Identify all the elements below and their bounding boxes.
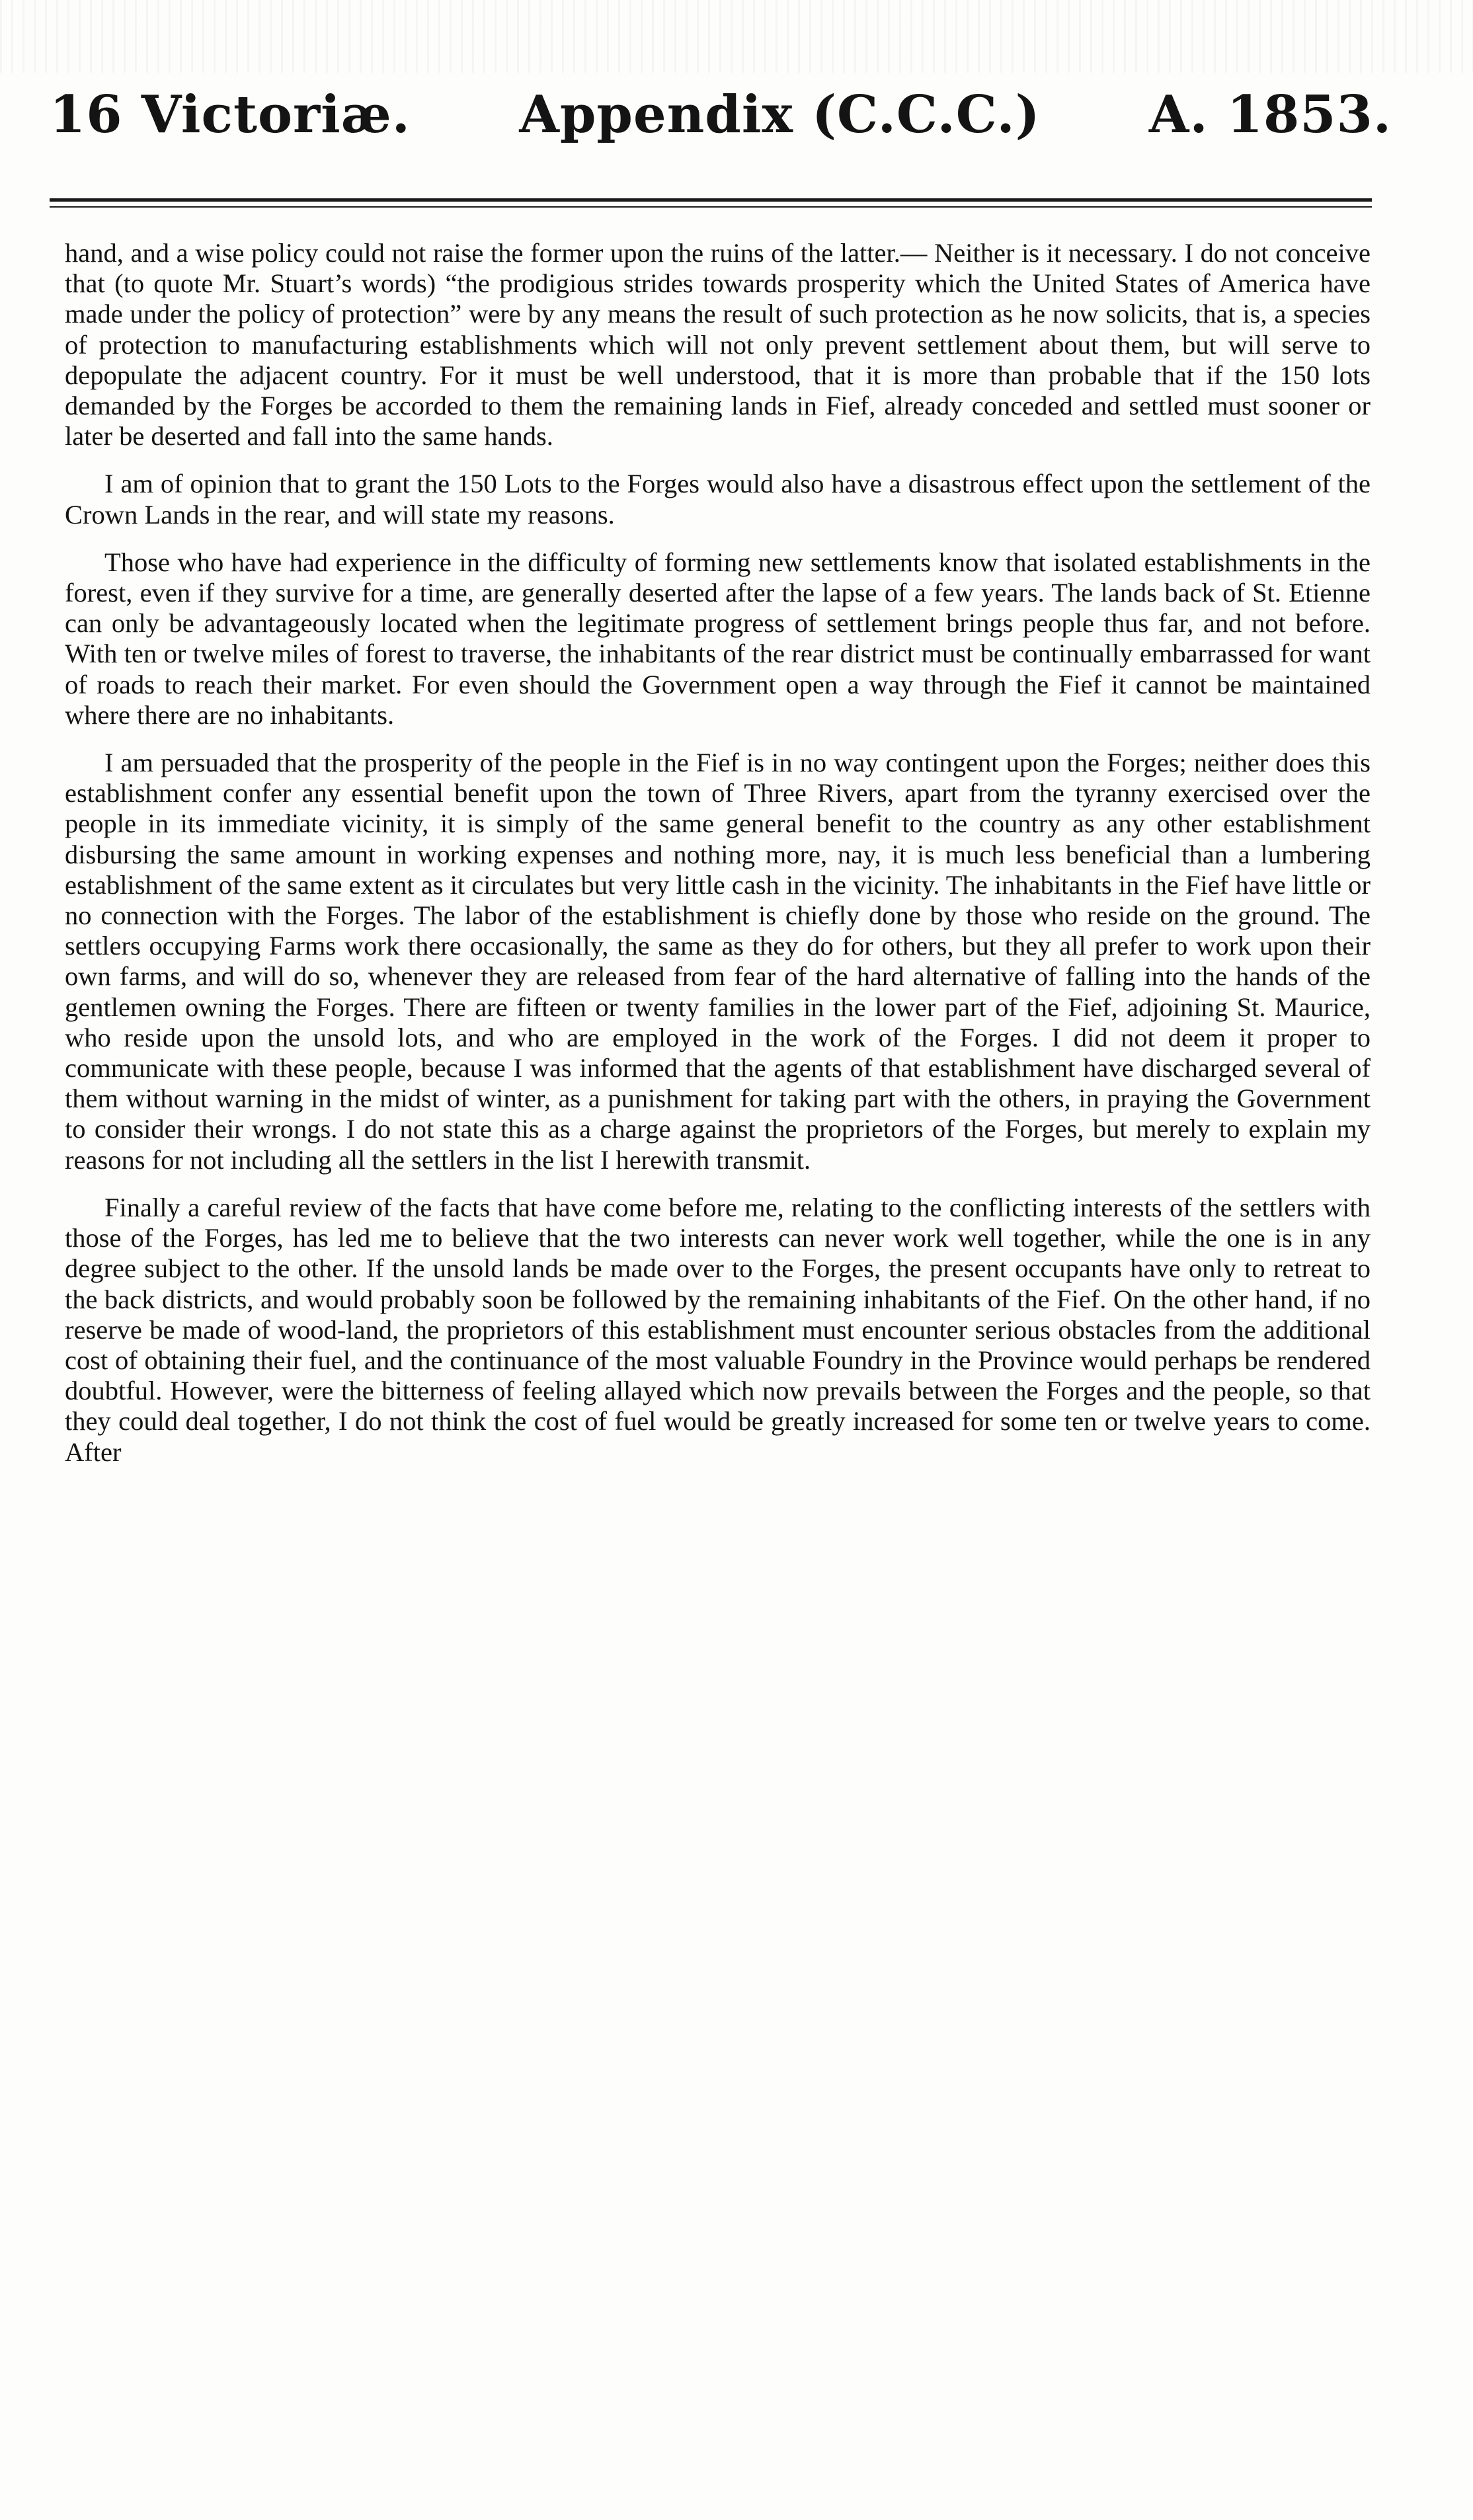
header-session: 16 Victoriæ. xyxy=(50,85,411,145)
paragraph: I am of opinion that to grant the 150 Lots to the Forges would also have a disastrous effect upon the settlement of the Crown Lands in the rear, and will state my reasons. xyxy=(65,469,1371,530)
header-year: A. 1853. xyxy=(1148,85,1392,145)
header-appendix: Appendix (C.C.C.) xyxy=(519,85,1041,145)
body-text xyxy=(65,238,1371,1468)
paragraph: Finally a careful review of the facts that have come before me, relating to the conflicting interests of the settlers with those of the Forges, has led me to believe that the two interests can never work well together, while the one is in any degree subject to the other. If the unsold lands be made over to the Forges, the present occupants have only to retreat to the back districts, and would probably soon be followed by the remaining inhabitants of the Fief. On the other hand, if no reserve be made of wood-land, the proprietors of this establishment must encounter serious obstacles from the additional cost of obtaining their fuel, and the continuance of the most valuable Foundry in the Province would perhaps be rendered doubtful. However, were the bitterness of feeling allayed which now prevails between the Forges and the people, so that they could deal together, I do not think the cost of fuel would be greatly increased for some ten or twelve years to come. After xyxy=(65,1192,1371,1467)
running-header xyxy=(50,85,1392,157)
scan-noise xyxy=(0,0,1473,73)
paragraph: hand, and a wise policy could not raise the former upon the ruins of the latter.— Neither is it necessary. I do not conceive that (to quote Mr. Stuart’s words) “the prodigious strides towards prosperity which the United States of America have made under the policy of protection” were by any means the result of such protection as he now solicits, that is, a species of protection to manufacturing establishments which will not only prevent settlement about them, but will serve to depopulate the adjacent country. For it must be well understood, that it is more than probable that if the 150 lots demanded by the Forges be accorded to them the remaining lands in Fief, already conceded and settled must sooner or later be deserted and fall into the same hands. xyxy=(65,238,1371,452)
header-rule-thin xyxy=(50,206,1372,208)
paragraph: Those who have had experience in the difficulty of forming new settlements know that isolated establishments in the forest, even if they survive for a time, are generally deserted after the lapse of a few years. The lands back of St. Etienne can only be advantageously located when the legitimate progress of settlement brings people thus far, and not before. With ten or twelve miles of forest to traverse, the inhabitants of the rear district must be continually embarrassed for want of roads to reach their market. For even should the Government open a way through the Fief it cannot be maintained where there are no inhabitants. xyxy=(65,547,1371,730)
paragraph: I am persuaded that the prosperity of the people in the Fief is in no way contingent upon the Forges; neither does this establishment confer any essential benefit upon the town of Three Rivers, apart from the tyranny exercised over the people in its immediate vicinity, it is simply of the same general benefit to the country as any other establishment disbursing the same amount in working expenses and nothing more, nay, it is much less beneficial than a lumbering establishment of the same extent as it circulates but very little cash in the vicinity. The inhabitants in the Fief have little or no connection with the Forges. The labor of the establishment is chiefly done by those who reside on the ground. The settlers occupying Farms work there occasionally, the same as they do for others, but they all prefer to work upon their own farms, and will do so, whenever they are released from fear of the hard alternative of falling into the hands of the gentlemen owning the Forges. There are fifteen or twenty families in the lower part of the Fief, adjoining St. Maurice, who reside upon the unsold lots, and who are employed in the work of the Forges. I did not deem it proper to communicate with these people, because I was informed that the agents of that establishment have discharged several of them without warning in the midst of winter, as a punishment for taking part with the others, in praying the Government to consider their wrongs. I do not state this as a charge against the proprietors of the Forges, but merely to explain my reasons for not including all the settlers in the list I herewith transmit. xyxy=(65,748,1371,1175)
header-rule-thick xyxy=(50,198,1372,202)
